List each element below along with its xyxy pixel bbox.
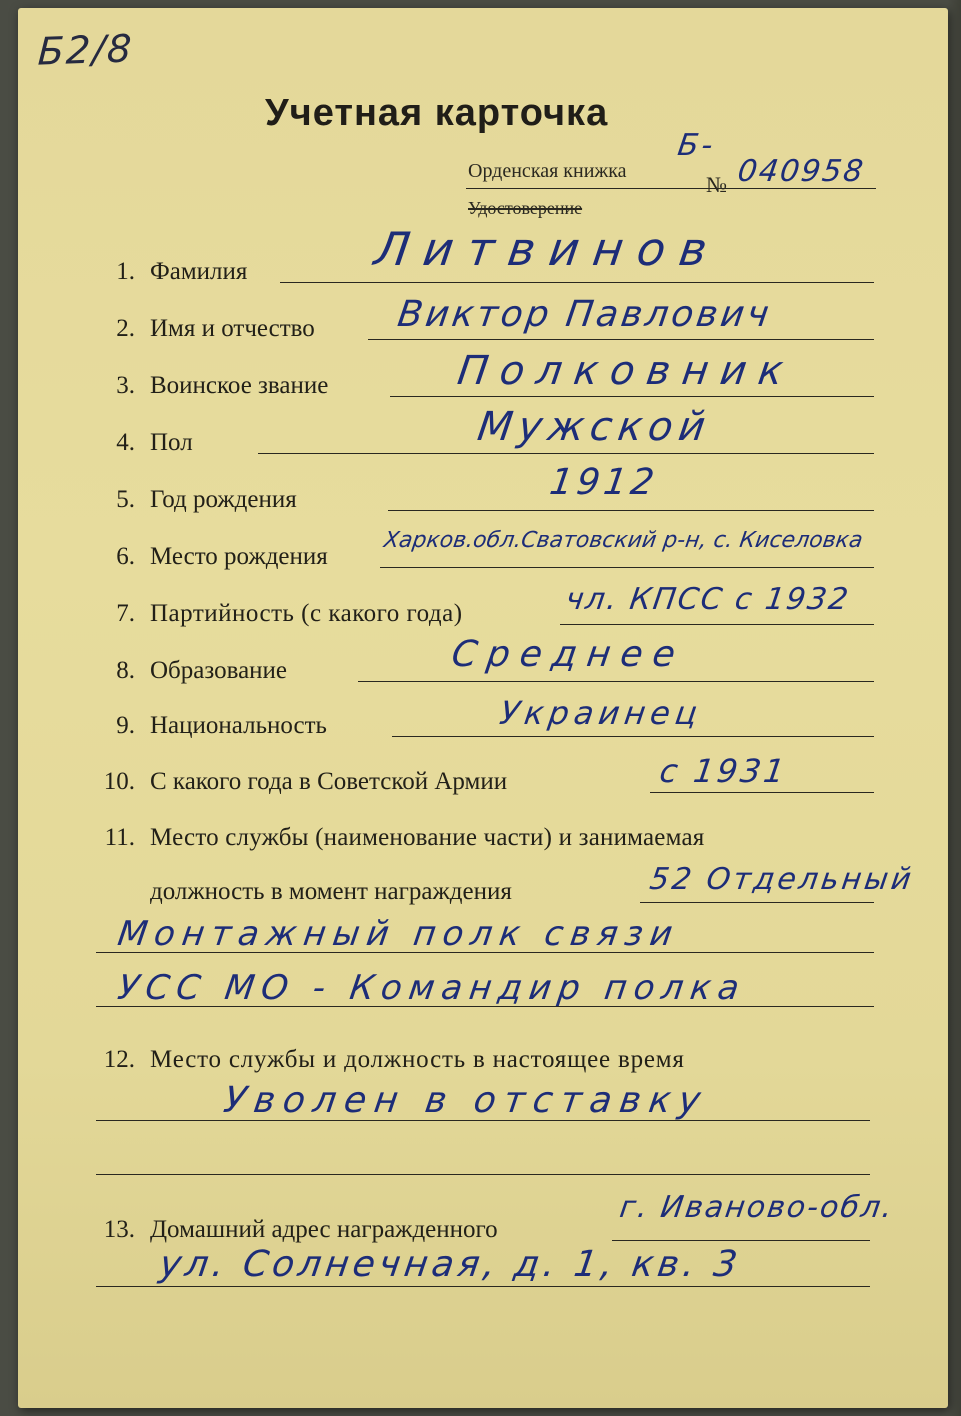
field-10-label: С какого года в Советской Армии bbox=[150, 768, 508, 795]
field-2-number: 2. bbox=[116, 315, 135, 342]
field-4-label: Пол bbox=[150, 429, 193, 456]
field-11-value-line2: Монтажный полк связи bbox=[115, 914, 682, 954]
field-9-value: Украинец bbox=[497, 694, 705, 732]
field-13-value-line1: г. Иваново-обл. bbox=[617, 1190, 897, 1225]
field-2-underline bbox=[368, 339, 874, 340]
order-book-series: Б- bbox=[675, 128, 718, 163]
field-12-underline-2 bbox=[96, 1174, 870, 1175]
field-8-value: Среднее bbox=[449, 634, 688, 675]
field-5-number: 5. bbox=[116, 486, 135, 513]
field-3-number: 3. bbox=[116, 372, 135, 399]
card-title: Учетная карточка bbox=[265, 92, 609, 134]
field-5-underline bbox=[388, 510, 874, 511]
field-7-label: Партийность (с какого года) bbox=[150, 600, 463, 627]
number-sign: № bbox=[706, 172, 727, 197]
field-7-underline bbox=[560, 624, 874, 625]
field-3-underline bbox=[390, 396, 874, 397]
field-11-underline-1 bbox=[640, 902, 874, 903]
field-11-label-line1: Место службы (наименование части) и занимаемая bbox=[150, 824, 705, 851]
certificate-label: Удостоверение bbox=[468, 198, 583, 218]
field-9-label: Национальность bbox=[150, 712, 327, 739]
field-12-number: 12. bbox=[103, 1046, 135, 1073]
field-5-label: Год рождения bbox=[150, 486, 297, 513]
field-1-value: Литвинов bbox=[371, 222, 725, 276]
field-8-underline bbox=[358, 681, 874, 682]
field-2-value: Виктор Павлович bbox=[395, 294, 775, 335]
field-10-underline bbox=[650, 792, 874, 793]
field-10-number: 10. bbox=[103, 768, 135, 795]
field-12-value-line1: Уволен в отставку bbox=[221, 1080, 711, 1121]
field-6-value: Харков.обл.Сватовский р-н, с. Киселовка bbox=[382, 528, 865, 553]
field-9-number: 9. bbox=[116, 712, 135, 739]
field-13-value-line2: ул. Солнечная, д. 1, кв. 3 bbox=[157, 1244, 744, 1285]
field-5-value: 1912 bbox=[547, 462, 661, 503]
field-6-underline bbox=[380, 567, 874, 568]
field-13-number: 13. bbox=[103, 1216, 135, 1243]
field-12-label: Место службы и должность в настоящее время bbox=[150, 1046, 685, 1073]
field-4-value: Мужской bbox=[474, 404, 715, 450]
field-11-value-line3: УСС МО - Командир полка bbox=[115, 968, 749, 1008]
card-edge-shadow bbox=[947, 0, 961, 1416]
field-7-number: 7. bbox=[116, 600, 135, 627]
field-3-label: Воинское звание bbox=[150, 372, 329, 399]
corner-note: Б2/8 bbox=[36, 26, 135, 74]
field-6-number: 6. bbox=[116, 543, 135, 570]
field-1-label: Фамилия bbox=[150, 258, 248, 285]
field-8-label: Образование bbox=[150, 657, 288, 684]
field-11-label-line2: должность в момент награждения bbox=[150, 878, 512, 905]
field-9-underline bbox=[392, 736, 874, 737]
field-2-label: Имя и отчество bbox=[150, 315, 315, 342]
field-4-number: 4. bbox=[116, 429, 135, 456]
field-4-underline bbox=[258, 453, 874, 454]
field-10-value: с 1931 bbox=[657, 752, 790, 790]
order-book-label: Орденская книжка bbox=[468, 160, 627, 182]
field-1-underline bbox=[280, 282, 874, 283]
field-13-underline-2 bbox=[96, 1286, 870, 1287]
field-3-value: Полковник bbox=[454, 348, 798, 394]
field-13-label: Домашний адрес награжденного bbox=[150, 1216, 498, 1243]
field-1-number: 1. bbox=[116, 258, 135, 285]
field-13-underline-1 bbox=[612, 1240, 870, 1241]
field-8-number: 8. bbox=[116, 657, 135, 684]
field-11-number: 11. bbox=[104, 824, 135, 851]
field-6-label: Место рождения bbox=[150, 543, 328, 570]
field-11-value-line1: 52 Отдельный bbox=[647, 862, 917, 897]
field-7-value: чл. КПСС с 1932 bbox=[563, 582, 853, 617]
order-book-number: 040958 bbox=[735, 154, 867, 189]
